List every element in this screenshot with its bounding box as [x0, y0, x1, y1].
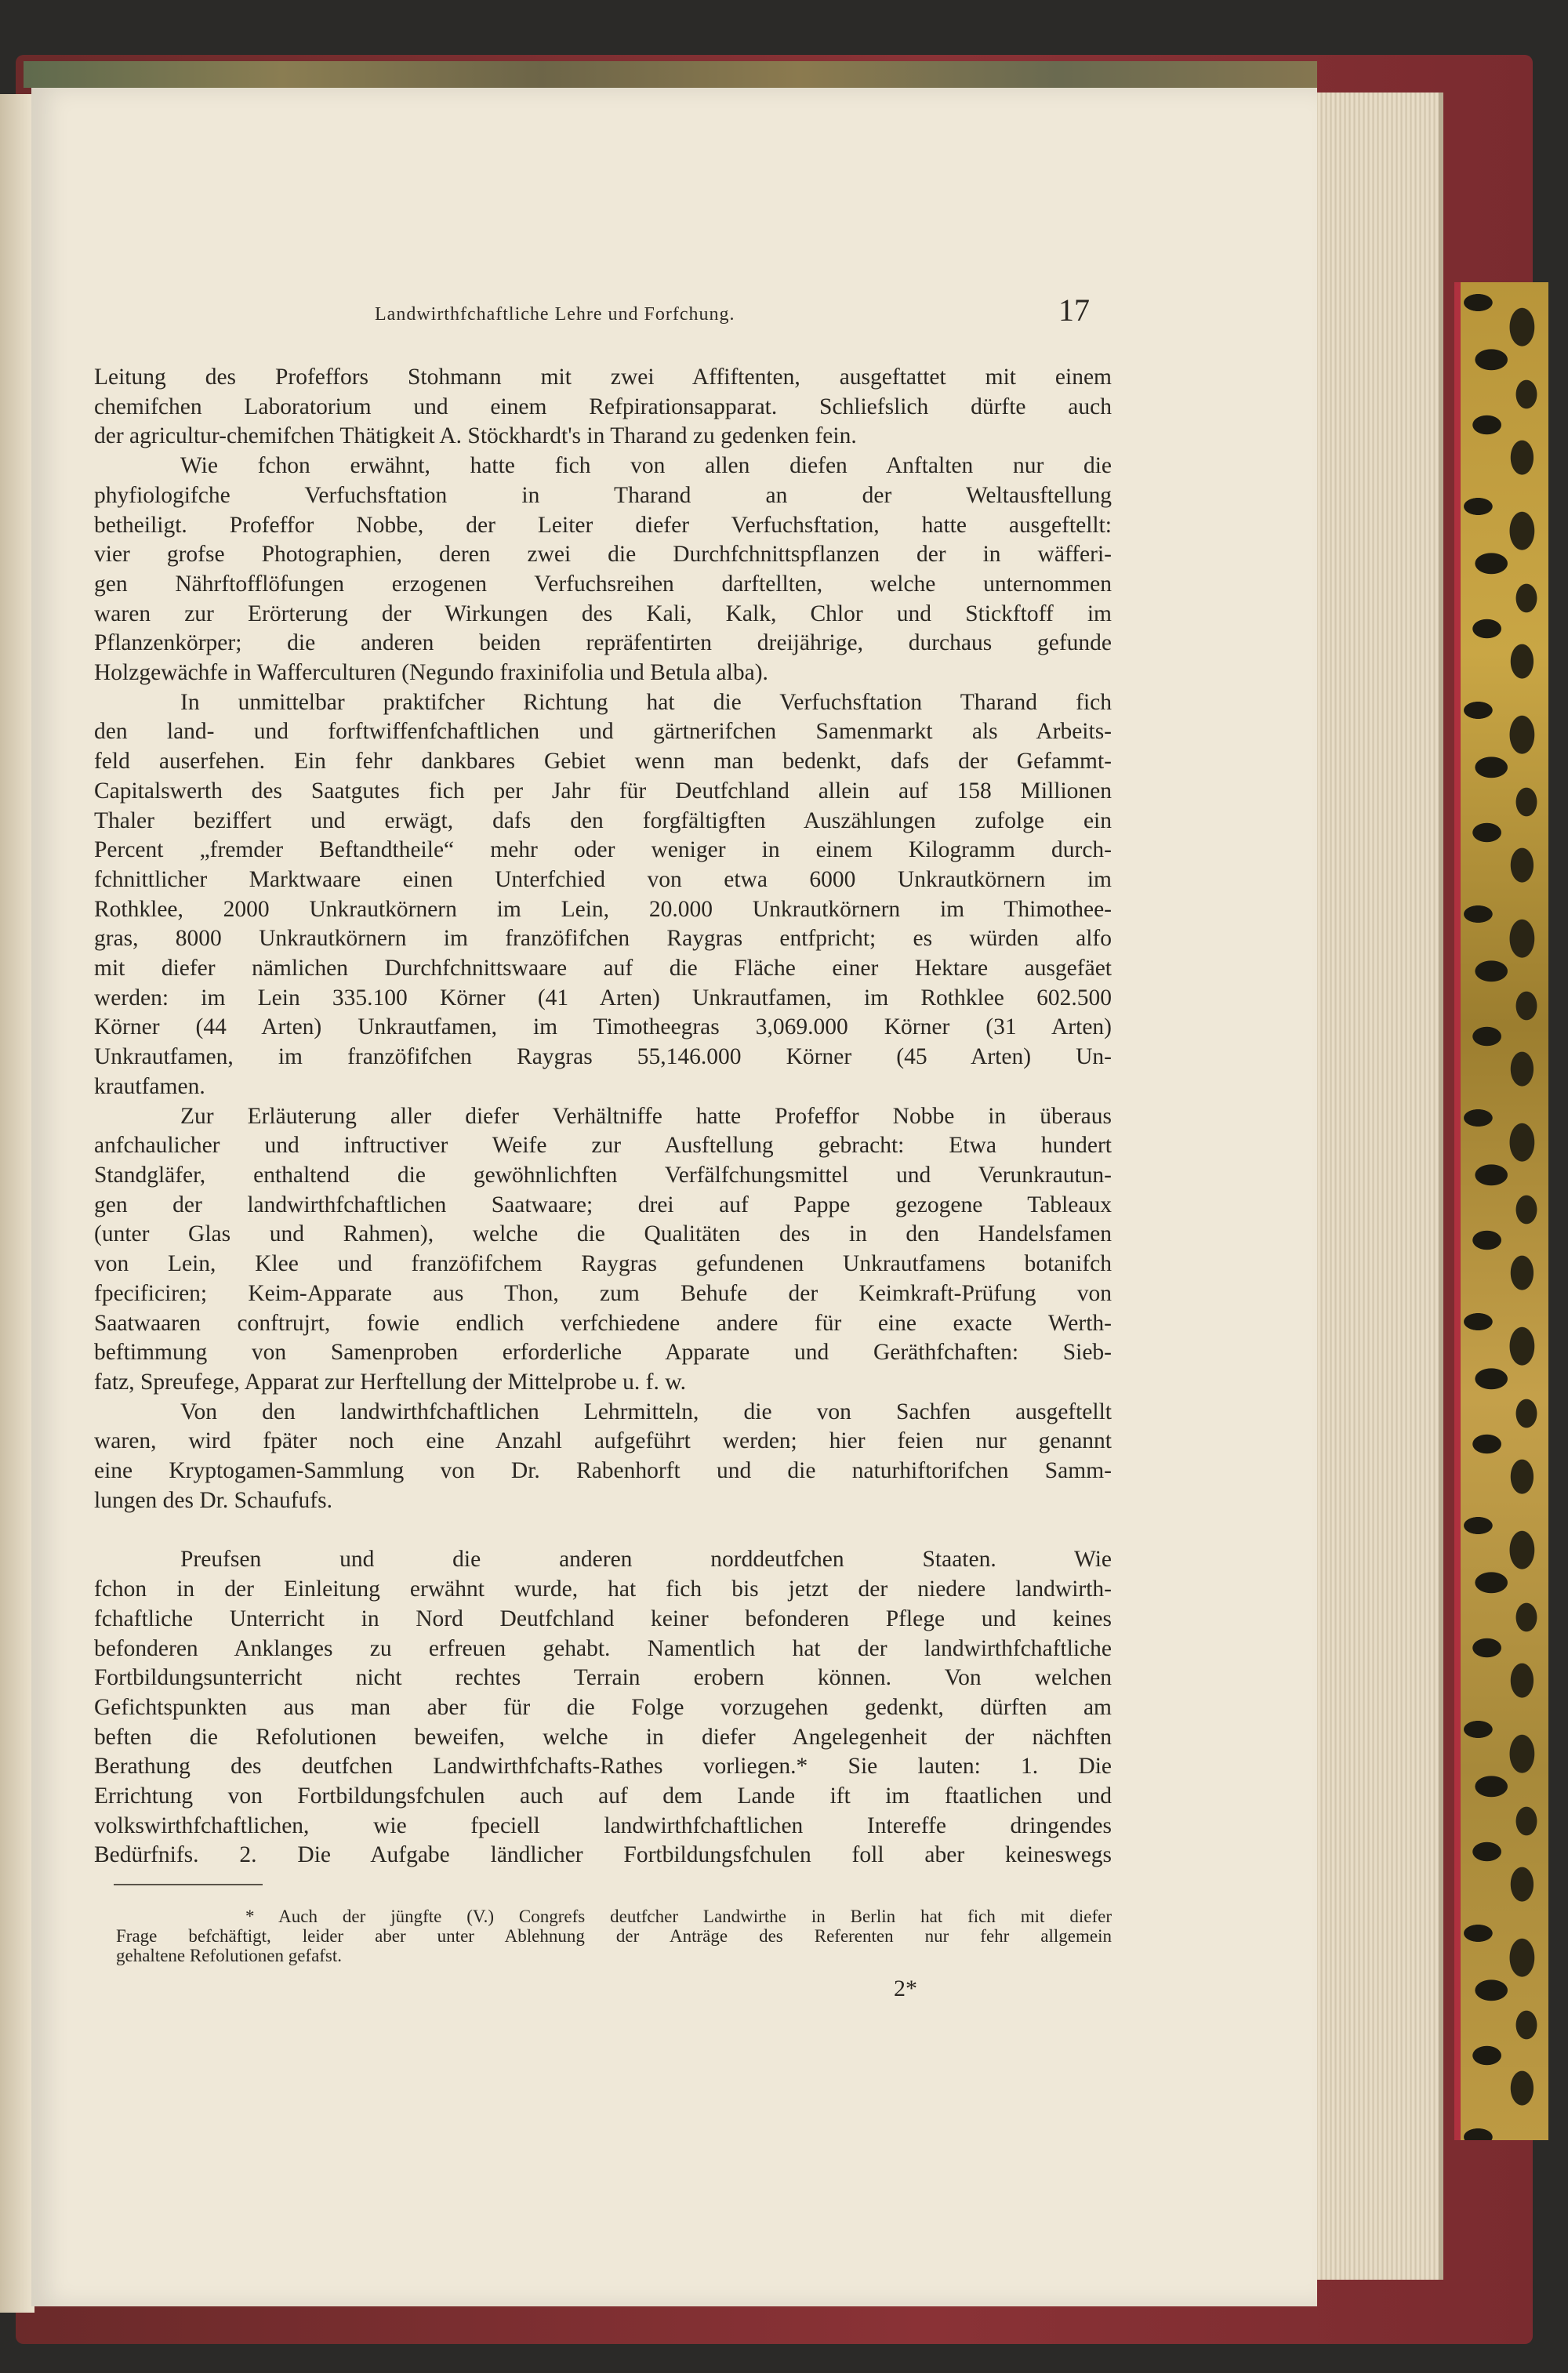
text-line: Saatwaaren conftrujrt, fowie endlich verfchiedene andere für eine exacte Werth- — [94, 1310, 1112, 1336]
signature-mark: 2* — [894, 1976, 917, 2001]
text-line: Pflanzenkörper; die anderen beiden repräfentirten dreijährige, durchaus gefunde — [94, 630, 1112, 656]
body-text — [94, 363, 1112, 1870]
text-line: Bedürfnifs. 2. Die Aufgabe ländlicher Fortbildungsfchulen foll aber keineswegs — [94, 1842, 1112, 1868]
text-line: Zur Erläuterung aller diefer Verhältniffe hatte Profeffor Nobbe in überaus — [180, 1103, 1112, 1129]
text-line: Berathung des deutfchen Landwirthfchafts-Rathes vorliegen.* Sie lauten: 1. Die — [94, 1754, 1112, 1780]
text-line: der agricultur-chemifchen Thätigkeit A. Stöckhardt's in Tharand zu gedenken fein. — [94, 423, 857, 449]
text-line: eine Kryptogamen-Sammlung von Dr. Rabenhorft und die naturhiftorifchen Samm- — [94, 1458, 1112, 1484]
text-line: krautfamen. — [94, 1073, 205, 1099]
footnote-line: gehaltene Refolutionen gefafst. — [116, 1946, 343, 1965]
text-line: betheiligt. Profeffor Nobbe, der Leiter diefer Verfuchsftation, hatte ausgeftellt: — [94, 512, 1112, 538]
footnote-line: * Auch der jüngfte (V.) Congrefs deutfcher Landwirthe in Berlin hat fich mit diefer — [245, 1907, 1112, 1926]
text-line: waren zur Erörterung der Wirkungen des Kali, Kalk, Chlor und Stickftoff im — [94, 601, 1112, 626]
text-line: Von den landwirthfchaftlichen Lehrmitteln, die von Sachfen ausgeftellt — [180, 1399, 1112, 1424]
text-line: Fortbildungsunterricht nicht rechtes Terrain erobern können. Von welchen — [94, 1665, 1112, 1691]
text-line: fchon in der Einleitung erwähnt wurde, hat fich bis jetzt der niedere landwirth- — [94, 1577, 1112, 1602]
text-line: fpecificiren; Keim-Apparate aus Thon, zum Behufe der Keimkraft-Prüfung von — [94, 1280, 1112, 1306]
text-line: Rothklee, 2000 Unkrautkörnern im Lein, 20.000 Unkrautkörnern im Thimothee- — [94, 896, 1112, 922]
text-line: phyfiologifche Verfuchsftation in Tharand an der Weltausftellung — [94, 482, 1112, 508]
text-line: Percent „fremder Beftandtheile“ mehr oder weniger in einem Kilogramm durch- — [94, 837, 1112, 863]
footnote — [116, 1907, 1112, 1965]
text-line: beften die Refolutionen beweifen, welche in diefer Angelegenheit der nächften — [94, 1724, 1112, 1750]
text-line: fatz, Spreufege, Apparat zur Herftellung der Mittelprobe u. f. w. — [94, 1369, 686, 1395]
page-block-edges — [1313, 93, 1443, 2280]
text-line: gras, 8000 Unkrautkörnern im franzöfifchen Raygras entfpricht; es würden alfo — [94, 926, 1112, 952]
text-line: Thaler beziffert und erwägt, dafs den forgfältigften Auszählungen zufolge ein — [94, 807, 1112, 833]
text-line: befonderen Anklanges zu erfreuen gehabt. Namentlich hat der landwirthfchaftliche — [94, 1635, 1112, 1661]
text-line: Holzgewächfe in Wafferculturen (Negundo fraxinifolia und Betula alba). — [94, 660, 768, 686]
text-line: werden: im Lein 335.100 Körner (41 Arten) Unkrautfamen, im Rothklee 602.500 — [94, 985, 1112, 1011]
text-line: Leitung des Profeffors Stohmann mit zwei Affiftenten, ausgeftattet mit einem — [94, 365, 1112, 390]
footnote-rule — [114, 1884, 263, 1885]
page-number: 17 — [1058, 292, 1090, 328]
running-head: Landwirthfchaftliche Lehre und Forfchung. — [375, 304, 735, 325]
section-heading-line: Preufsen und die anderen norddeutfchen Staaten. Wie — [180, 1547, 1112, 1573]
text-line: den land- und forftwiffenfchaftlichen und gärtnerifchen Samenmarkt als Arbeits- — [94, 719, 1112, 745]
text-line: (unter Glas und Rahmen), welche die Qualitäten des in den Handelsfamen — [94, 1221, 1112, 1247]
text-line: gen Nährftofflöfungen erzogenen Verfuchsreihen darftellten, welche unternommen — [94, 571, 1112, 597]
text-line: Körner (44 Arten) Unkrautfamen, im Timotheegras 3,069.000 Körner (31 Arten) — [94, 1014, 1112, 1040]
text-line: chemifchen Laboratorium und einem Refpirationsapparat. Schliefslich dürfte auch — [94, 394, 1112, 419]
text-line: Unkrautfamen, im franzöfifchen Raygras 55,146.000 Körner (45 Arten) Un- — [94, 1044, 1112, 1070]
previous-page-edge — [0, 94, 34, 2313]
text-line: waren, wird fpäter noch eine Anzahl aufgeführt werden; hier feien nur genannt — [94, 1428, 1112, 1454]
text-line: fchnittlicher Marktwaare einen Unterfchied von etwa 6000 Unkrautkörnern im — [94, 866, 1112, 892]
marbled-top-edge — [24, 61, 1317, 88]
text-line: gen der landwirthfchaftlichen Saatwaare; drei auf Pappe gezogene Tableaux — [94, 1192, 1112, 1217]
text-line: Gefichtspunkten aus man aber für die Folge vorzugehen gedenkt, dürften am — [94, 1694, 1112, 1720]
footnote-line: Frage befchäftigt, leider aber unter Ablehnung der Anträge des Referenten nur fehr allgemein — [116, 1926, 1112, 1946]
marbled-endpaper — [1454, 282, 1548, 2140]
text-line: volkswirthfchaftlichen, wie fpeciell landwirthfchaftlichen Intereffe dringendes — [94, 1812, 1112, 1838]
text-line: mit diefer nämlichen Durchfchnittswaare auf die Fläche einer Hektare ausgefäet — [94, 956, 1112, 981]
text-line: von Lein, Klee und franzöfifchem Raygras gefundenen Unkrautfamens botanifch — [94, 1251, 1112, 1277]
text-line: lungen des Dr. Schaufufs. — [94, 1487, 332, 1513]
text-line: Wie fchon erwähnt, hatte fich von allen diefen Anftalten nur die — [180, 453, 1112, 479]
text-line: vier grofse Photographien, deren zwei die Durchfchnittspflanzen der in wäfferi- — [94, 542, 1112, 568]
text-line: fchaftliche Unterricht in Nord Deutfchland keiner befonderen Pflege und keines — [94, 1606, 1112, 1631]
text-line: Capitalswerth des Saatgutes fich per Jahr für Deutfchland allein auf 158 Millionen — [94, 778, 1112, 804]
text-line: beftimmung von Samenproben erforderliche Apparate und Geräthfchaften: Sieb- — [94, 1340, 1112, 1366]
text-line: Errichtung von Fortbildungsfchulen auch auf dem Lande ift im ftaatlichen und — [94, 1783, 1112, 1809]
text-line: Standgläfer, enthaltend die gewöhnlichften Verfälfchungsmittel und Verunkrautun- — [94, 1162, 1112, 1188]
text-line: anfchaulicher und inftructiver Weife zur Ausftellung gebracht: Etwa hundert — [94, 1133, 1112, 1159]
section-gap — [94, 1515, 1112, 1545]
text-line: In unmittelbar praktifcher Richtung hat die Verfuchsftation Tharand fich — [180, 689, 1112, 715]
text-line: feld auserfehen. Ein fehr dankbares Gebiet wenn man bedenkt, dafs der Gefammt- — [94, 749, 1112, 775]
